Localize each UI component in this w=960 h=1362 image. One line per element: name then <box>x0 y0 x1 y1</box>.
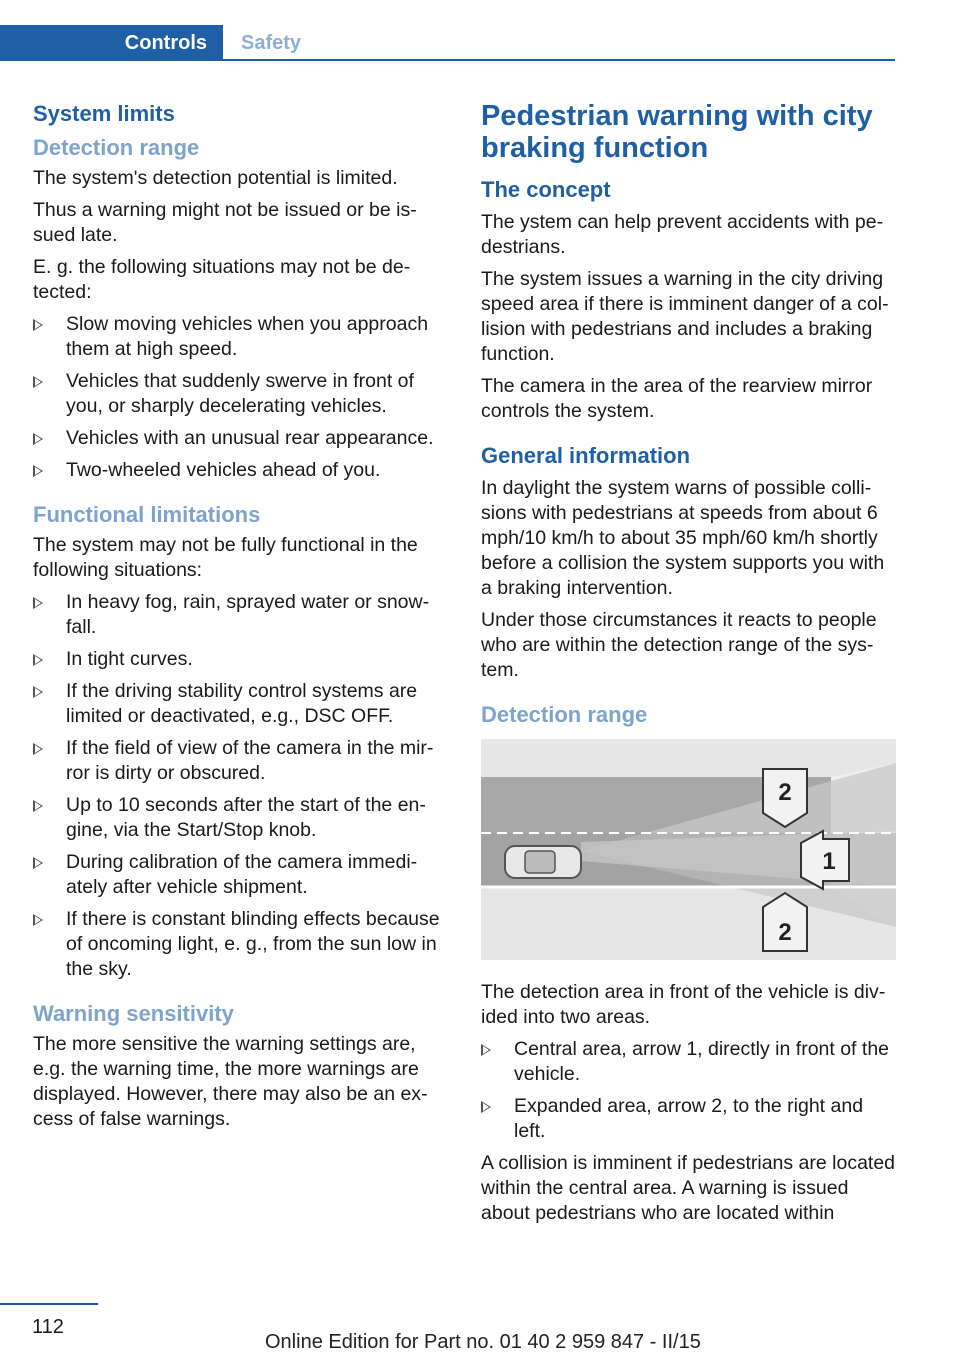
paragraph: E. g. the following situations may not be detected: <box>33 256 411 303</box>
triangle-bullet-icon <box>33 857 43 869</box>
section-functional-limitations <box>33 501 448 982</box>
paragraph: The system may not be fully functional in the following situations: <box>33 534 418 581</box>
tab-controls[interactable]: Controls <box>0 25 223 61</box>
list-item <box>33 458 448 483</box>
list-item <box>33 850 448 900</box>
heading-warning-sensitivity: Warning sensitivity <box>33 1001 234 1026</box>
triangle-bullet-icon <box>33 597 43 609</box>
list-item-text: Vehicles that suddenly swerve in front of you, or sharply decelerating vehicles. <box>66 370 414 417</box>
heading-system-limits: System limits <box>33 101 175 126</box>
paragraph: Under those circumstances it reacts to people who are within the detection range of the system. <box>481 609 877 681</box>
heading-general-information: General information <box>481 443 691 468</box>
paragraph: The more sensitive the warning settings are, e.g. the warning time, the more warnings are displayed. However, there may also be an excess of false warnings. <box>33 1033 428 1130</box>
heading-detection-range: Detection range <box>33 135 200 160</box>
list-item <box>33 679 448 729</box>
arrow-center-label: 1 <box>822 848 836 875</box>
list-item-text: If there is constant blinding effects because of oncoming light, e. g., from the sun low in the sky. <box>66 908 440 980</box>
triangle-bullet-icon <box>33 376 43 388</box>
arrow-bottom-label: 2 <box>778 919 792 946</box>
paragraph: A collision is imminent if pedestrians are located within the central area. A warning is issued about pedestrians who are located within <box>481 1152 896 1224</box>
page-title: Pedestrian warning with city braking function <box>481 100 873 164</box>
list-item-text: Two-wheeled vehicles ahead of you. <box>66 459 381 481</box>
paragraph: In daylight the system warns of possible collisions with pedestrians at speeds from about 6 mph/10 km/h to about 35 mph/60 km/h shortly before a collision the system supports you with a braking intervention. <box>481 477 885 599</box>
list-item-text: Up to 10 seconds after the start of the engine, via the Start/Stop knob. <box>66 794 426 841</box>
list-item <box>481 1037 896 1087</box>
tab-underline <box>223 59 895 61</box>
heading-functional-limitations: Functional limitations <box>33 502 261 527</box>
list-item-text: If the field of view of the camera in the mirror is dirty or obscured. <box>66 737 434 784</box>
section-detection-range <box>33 134 448 483</box>
list-item <box>33 736 448 786</box>
section-concept <box>481 176 896 424</box>
list-item-text: In heavy fog, rain, sprayed water or snowfall. <box>66 591 430 638</box>
right-column <box>481 100 896 1233</box>
triangle-bullet-icon <box>33 743 43 755</box>
detection-list <box>33 312 448 483</box>
triangle-bullet-icon <box>33 686 43 698</box>
triangle-bullet-icon <box>33 465 43 477</box>
paragraph: The camera in the area of the rearview mirror controls the system. <box>481 375 873 422</box>
edition-footer: Online Edition for Part no. 01 40 2 959 847 - II/15 <box>265 1331 701 1353</box>
list-item-text: During calibration of the camera immediately after vehicle shipment. <box>66 851 418 898</box>
triangle-bullet-icon <box>481 1101 491 1113</box>
paragraph: The detection area in front of the vehicle is divided into two areas. <box>481 981 886 1028</box>
list-item-text: Expanded area, arrow 2, to the right and left. <box>514 1095 864 1142</box>
list-item-text: Slow moving vehicles when you approach them at high speed. <box>66 313 429 360</box>
heading-detection-range-right: Detection range <box>481 702 648 727</box>
arrow-top-label: 2 <box>778 779 792 806</box>
list-item-text: Central area, arrow 1, directly in front of the vehicle. <box>514 1038 890 1085</box>
list-item-text: In tight curves. <box>66 648 193 670</box>
triangle-bullet-icon <box>33 654 43 666</box>
paragraph: Thus a warning might not be issued or be issued late. <box>33 199 417 246</box>
tab-safety[interactable]: Safety <box>241 31 302 54</box>
heading-concept: The concept <box>481 177 611 202</box>
list-item-text: If the driving stability control systems are limited or deactivated, e.g., DSC OFF. <box>66 680 418 727</box>
section-warning-sensitivity <box>33 1000 448 1132</box>
detection-area-list <box>481 1037 896 1144</box>
list-item <box>33 793 448 843</box>
list-item <box>33 590 448 640</box>
triangle-bullet-icon <box>481 1044 491 1056</box>
car-icon <box>505 846 581 878</box>
list-item <box>33 647 448 672</box>
triangle-bullet-icon <box>33 800 43 812</box>
list-item <box>33 369 448 419</box>
car-roof <box>525 851 555 873</box>
section-tabbar <box>0 25 895 61</box>
paragraph: The ystem can help prevent accidents with pedestrians. <box>481 211 884 258</box>
functional-list <box>33 590 448 982</box>
list-item-text: Vehicles with an unusual rear appearance. <box>66 427 434 449</box>
list-item <box>33 312 448 362</box>
list-item <box>33 426 448 451</box>
page-number: 112 <box>32 1316 64 1338</box>
list-item <box>33 907 448 982</box>
triangle-bullet-icon <box>33 433 43 445</box>
section-general-information <box>481 442 896 683</box>
triangle-bullet-icon <box>33 914 43 926</box>
paragraph: The system issues a warning in the city driving speed area if there is imminent danger of a collision with pedestrians and includes a braking function. <box>481 268 889 365</box>
triangle-bullet-icon <box>33 319 43 331</box>
left-column <box>33 100 448 1150</box>
paragraph: The system's detection potential is limited. <box>33 167 398 189</box>
page-number-rule <box>0 1303 98 1305</box>
detection-range-diagram <box>481 739 896 960</box>
list-item <box>481 1094 896 1144</box>
